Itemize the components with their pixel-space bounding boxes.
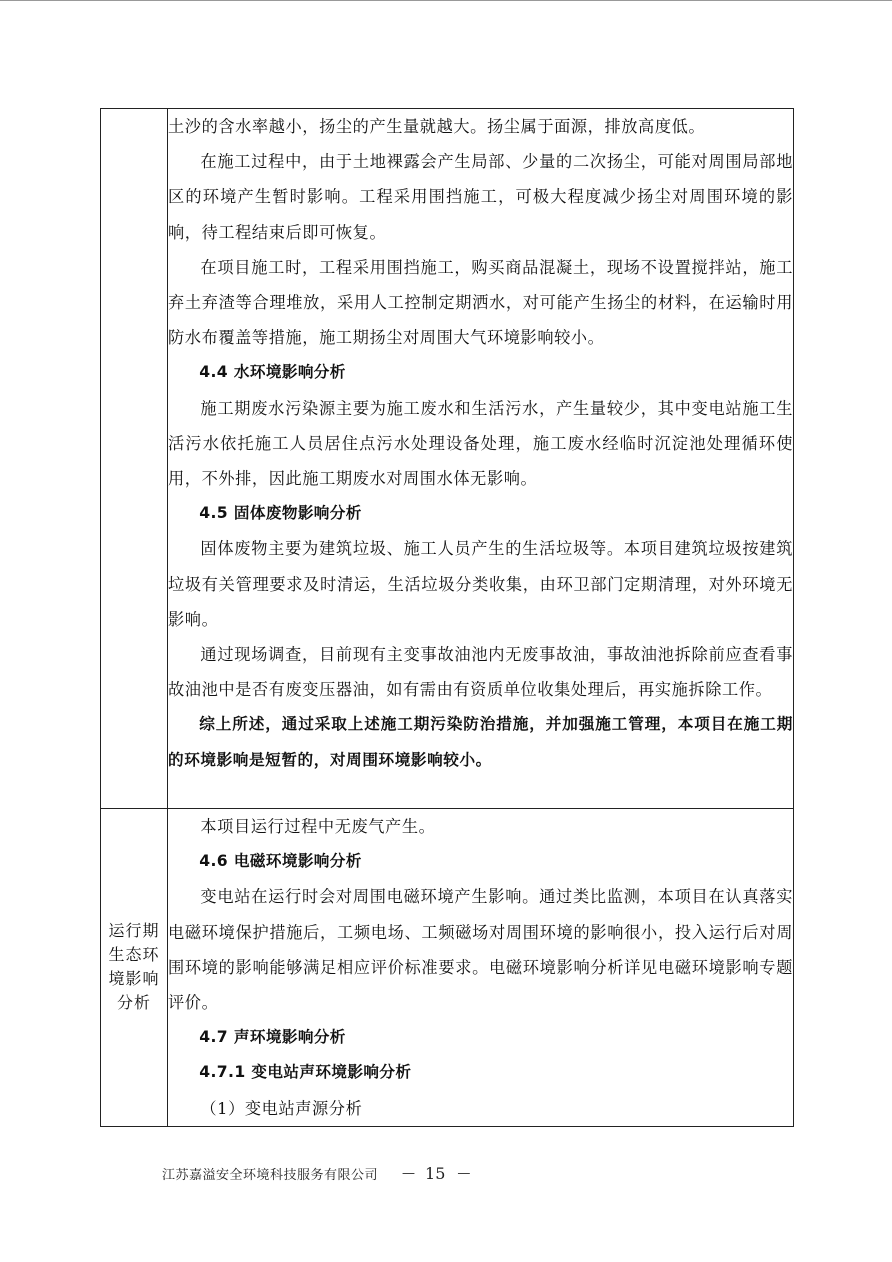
operation-period-label: 运行期生态环境影响分析 [108,921,160,1013]
section-heading: 4.7 声环境影响分析 [199,1028,346,1047]
section-heading: 4.6 电磁环境影响分析 [199,852,362,871]
page-footer [162,1164,470,1183]
footer-dash-right: — [457,1166,471,1181]
section-heading: 4.5 固体废物影响分析 [199,504,362,523]
paragraph: 土沙的含水率越小，扬尘的产生量就越大。扬尘属于面源，排放高度低。 [168,117,706,136]
paragraph: 在项目施工时，工程采用围挡施工，购买商品混凝土，现场不设置搅拌站，施工弃土弃渣等合理堆放，采用人工控制定期洒水，对可能产生扬尘的材料，在运输时用防水布覆盖等措施，施工期扬尘对周围大气环境影响较小。 [168,257,793,348]
paragraph: 本项目运行过程中无废气产生。 [200,817,436,836]
section-heading: 4.7.1 变电站声环境影响分析 [199,1063,412,1082]
summary-paragraph: 综上所述，通过采取上述施工期污染防治措施，并加强施工管理，本项目在施工期的环境影响是短暂的，对周围环境影响较小。 [168,715,793,769]
paragraph: 在施工过程中，由于土地裸露会产生局部、少量的二次扬尘，可能对周围局部地区的环境产生暂时影响。工程采用围挡施工，可极大程度减少扬尘对周围环境的影响，待工程结束后即可恢复。 [168,152,793,242]
operation-period-content [168,809,794,1127]
row-label-cell [101,809,168,1127]
construction-period-content [168,109,794,809]
table-row [101,109,794,809]
row-label-cell [101,109,168,809]
footer-dash-left: — [402,1166,416,1181]
page-top-border [0,0,892,1]
paragraph: 施工期废水污染源主要为施工废水和生活污水，产生量较少，其中变电站施工生活污水依托施工人员居住点污水处理设备处理，施工废水经临时沉淀池处理循环使用，不外排，因此施工期废水对周围水体无影响。 [168,398,793,489]
table-row [101,809,794,1127]
paragraph: 固体废物主要为建筑垃圾、施工人员产生的生活垃圾等。本项目建筑垃圾按建筑垃圾有关管理要求及时清运，生活垃圾分类收集，由环卫部门定期清理，对外环境无影响。 [168,539,793,629]
paragraph: 变电站在运行时会对周围电磁环境产生影响。通过类比监测，本项目在认真落实电磁环境保护措施后，工频电场、工频磁场对周围环境的影响很小，投入运行后对周围环境的影响能够满足相应评价标准要求。电磁环境影响分析详见电磁环境影响专题评价。 [168,887,793,1013]
section-heading: 4.4 水环境影响分析 [199,363,346,382]
report-table [100,108,794,1127]
page-number: 15 [425,1164,446,1183]
paragraph: 通过现场调查，目前现有主变事故油池内无废事故油，事故油池拆除前应查看事故油池中是否有废变压器油，如有需由有资质单位收集处理后，再实施拆除工作。 [168,645,793,700]
footer-company: 江苏嘉溢安全环境科技服务有限公司 [162,1168,379,1183]
paragraph: （1）变电站声源分析 [200,1098,363,1118]
